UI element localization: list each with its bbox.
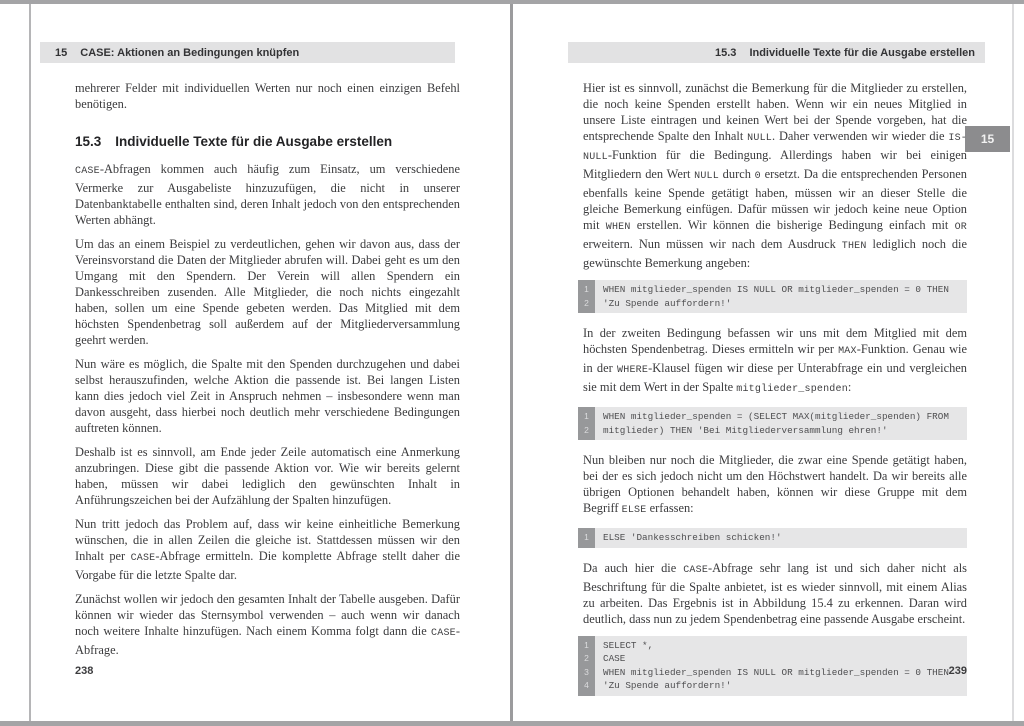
code-listing-select-case <box>578 636 967 696</box>
body-paragraph: In der zweiten Bedingung befassen wir uns mit dem Mitglied mit dem höchsten Spendenbetrag. Dieses ermitteln wir per MAX-Funktion. Genau wie in der WHERE-Klausel fügen wir diese per Unterabfrage ein und vergleichen sie mit dem Wert in der Spalte mitglieder_spenden: <box>583 326 967 395</box>
body-paragraph: Nun wäre es möglich, die Spalte mit den Spenden durchzugehen und dabei selbst herauszufinden, welche Aktion die passende ist. Bei langen Listen kann dies jedoch viel Zeit in Anspruch nehmen – insbesondere wenn man davon ausgeht, dass hierbei noch deutlich mehr verschiedene Bedingungen auftreten können. <box>75 357 460 435</box>
right-text-column <box>583 80 967 708</box>
page-number-left: 238 <box>75 665 94 677</box>
body-paragraph: Um das an einem Beispiel zu verdeutlichen, gehen wir davon aus, dass der Vereinsvorstand die Daten der Mitglieder abrufen will. Dabei geht es um den Umgang mit den Spendern. Der Verein will allen Spendern ein Dankesschreiben zusenden. Alle Mitglieder, die noch nichts eingezahlt haben, sollen um eine Spende gebeten werden. Das Mitglied mit dem höchsten Spendenbetrag soll außerdem auf der Mitgliederversammlung geehrt werden. <box>75 237 460 347</box>
left-text-column <box>75 80 460 666</box>
body-paragraph: Da auch hier die CASE-Abfrage sehr lang ist und sich daher nicht als Beschriftung für die Spalte anbietet, ist es wieder sinnvoll, mit einem Alias zu arbeiten. Das Ergebnis ist in Abbildung 15.4 zu erkennen. Daran wird deutlich, dass nun zu jedem Spendenbetrag eine passende Ausgabe erscheint. <box>583 560 967 626</box>
code-line-numbers: 1 2 3 4 <box>578 636 595 696</box>
code-line-numbers: 1 2 <box>578 280 595 313</box>
code-lines: WHEN mitglieder_spenden = (SELECT MAX(mitglieder_spenden) FROM mitglieder) THEN 'Bei Mitgliederversammlung ehren!' <box>595 407 967 440</box>
page-number-right: 239 <box>948 665 967 677</box>
right-running-header <box>568 42 985 63</box>
chapter-thumb-tab: 15 <box>965 126 1010 152</box>
section-number: 15.3 <box>715 46 737 59</box>
section-title: Individuelle Texte für die Ausgabe erstellen <box>749 46 975 59</box>
body-paragraph: Hier ist es sinnvoll, zunächst die Bemerkung für die Mitglieder zu erstellen, die noch keine Spenden erstellt haben. Wenn wir ein neues Mitglied in unsere Liste eintragen und keinen Wert bei der Spende vorgeben, hat die entsprechende Spalte den Inhalt NULL. Daher verwenden wir wieder die IS-NULL-Funktion für die Bedingung. Allerdings haben wir bei einigen Mitgliedern den Wert NULL durch 0 ersetzt. Da die entsprechenden Personen ebenfalls keine Spende getätigt haben, müssen wir an dieser Stelle die gleiche Bemerkung einfügen. Dafür müssen wir jedoch keine neue Option mit WHEN erstellen. Wir können die bisherige Bedingung einfach mit OR erweitern. Nun müssen wir nach dem Ausdruck THEN lediglich noch die gewünschte Bemerkung angeben: <box>583 81 967 270</box>
code-listing-when-null <box>578 280 967 313</box>
chapter-number: 15 <box>55 46 68 59</box>
left-running-header <box>40 42 455 63</box>
section-number: 15.3 <box>75 134 102 149</box>
body-paragraph: Zunächst wollen wir jedoch den gesamten Inhalt der Tabelle ausgeben. Dafür können wir wieder das Sternsymbol verwenden – auch wenn wir danach noch weitere Inhalte hinzufügen. Nach einem Komma folgt dann die CASE-Abfrage. <box>75 592 460 657</box>
photo-frame-bottom <box>0 721 1024 726</box>
code-listing-else <box>578 528 967 548</box>
code-lines: SELECT *, CASE WHEN mitglieder_spenden IS NULL OR mitglieder_spenden = 0 THEN 'Zu Spende auffordern!' <box>595 636 967 696</box>
code-lines: WHEN mitglieder_spenden IS NULL OR mitglieder_spenden = 0 THEN 'Zu Spende auffordern!' <box>595 280 967 313</box>
section-heading <box>75 134 460 149</box>
chapter-title: CASE: Aktionen an Bedingungen knüpfen <box>80 46 300 59</box>
intro-paragraph: mehrerer Felder mit individuellen Werten nur noch einen einzigen Befehl benötigen. <box>75 81 460 111</box>
code-listing-when-max <box>578 407 967 440</box>
right-page <box>513 4 1012 721</box>
code-lines: ELSE 'Dankesschreiben schicken!' <box>595 528 967 548</box>
section-title: Individuelle Texte für die Ausgabe erstellen <box>115 134 393 149</box>
body-paragraph: Nun bleiben nur noch die Mitglieder, die zwar eine Spende getätigt haben, bei der es sich jedoch nicht um den Höchstwert handelt. Da wir bereits alle übrigen Optionen behandelt haben, können wir diese Gruppe mit dem Begriff ELSE erfassen: <box>583 453 967 516</box>
left-page <box>31 4 510 721</box>
code-line-numbers: 1 <box>578 528 595 548</box>
right-page-edge <box>1012 4 1014 721</box>
code-line-numbers: 1 2 <box>578 407 595 440</box>
body-paragraph: Nun tritt jedoch das Problem auf, dass wir keine einheitliche Bemerkung wünschen, die in allen Zeilen die gleiche ist. Stattdessen müssen wir den Inhalt per CASE-Abfrage ermitteln. Die komplette Abfrage stellt daher die Vorgabe für die letzte Spalte dar. <box>75 517 460 582</box>
body-paragraph: Deshalb ist es sinnvoll, am Ende jeder Zeile automatisch eine Anmerkung anzubringen. Diese gibt die passende Aktion vor. Wie wir bereits gelernt haben, müssen wir dabei lediglich den gewünschten Inhalt in Anführungszeichen bei der Aufzählung der Spalten hinzufügen. <box>75 445 460 507</box>
body-paragraph: CASE-Abfragen kommen auch häufig zum Einsatz, um verschiedene Vermerke zur Ausgabeliste hinzuzufügen, die nicht in unserer Datenbanktabelle enthalten sind, deren Inhalt jedoch von den entsprechenden Werten abhängt. <box>75 162 460 227</box>
